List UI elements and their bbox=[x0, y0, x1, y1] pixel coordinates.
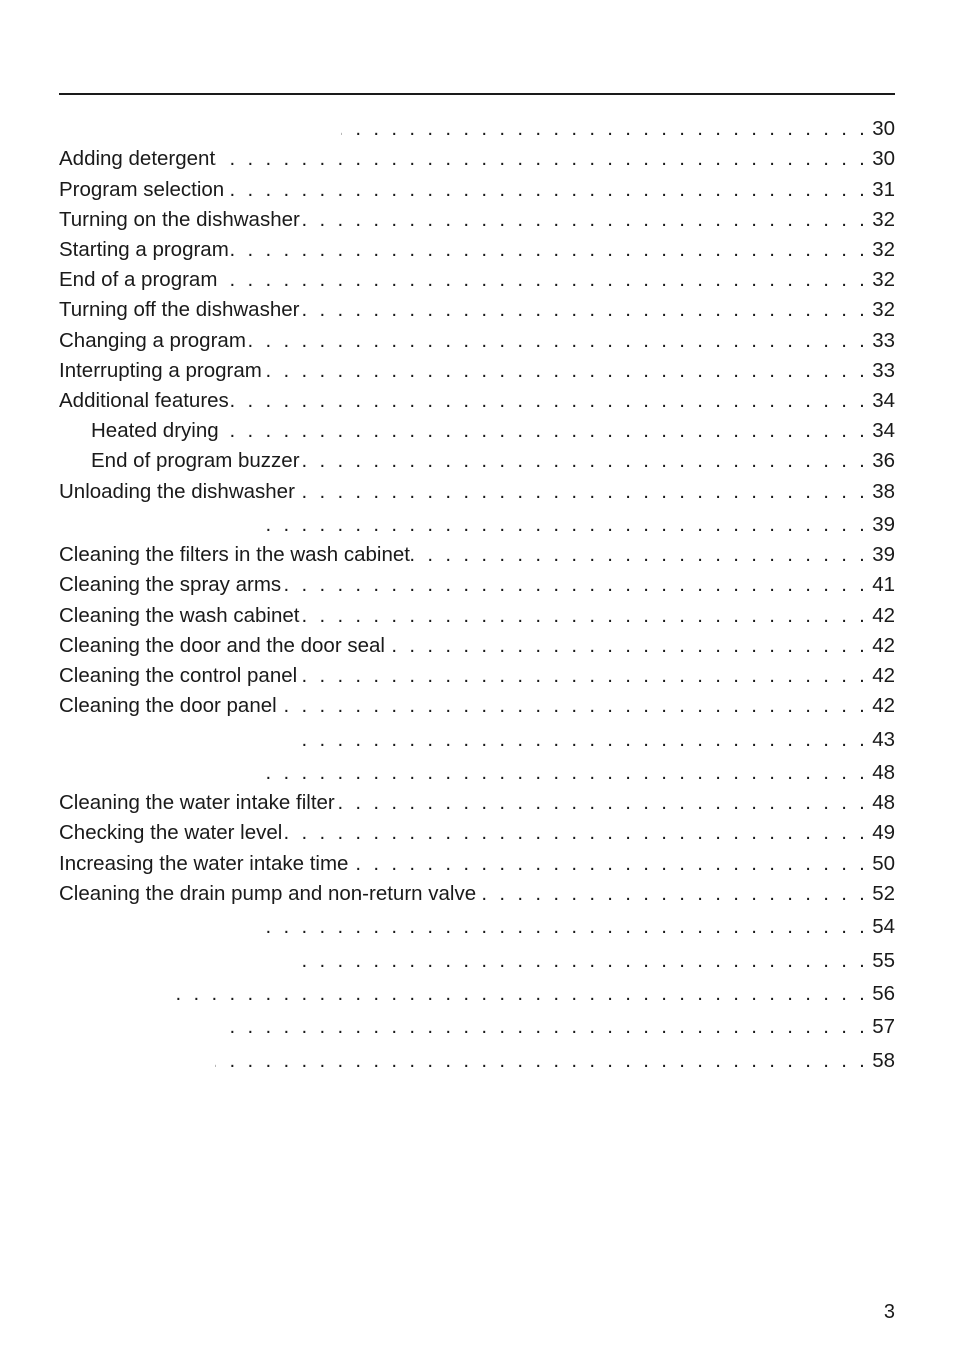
toc-entry-label: End of a program bbox=[59, 268, 218, 291]
toc-entry-label: Cleaning the wash cabinet bbox=[59, 604, 300, 627]
toc-dot-leader bbox=[229, 386, 868, 416]
toc-entry[interactable] bbox=[59, 416, 895, 446]
toc-entry-label: Cleaning the drain pump and non-return valve bbox=[59, 882, 477, 905]
toc-entry-page: 32 bbox=[872, 208, 895, 231]
toc-entry[interactable] bbox=[59, 540, 895, 570]
toc-entry-page: 38 bbox=[872, 480, 895, 503]
toc-entry-page: 56 bbox=[872, 982, 895, 1005]
toc-dot-leader bbox=[385, 631, 868, 661]
toc-entry-label: Starting a program bbox=[59, 238, 229, 261]
toc-entry-page: 32 bbox=[872, 298, 895, 321]
toc-dot-leader bbox=[476, 879, 868, 909]
toc-dot-leader bbox=[215, 1046, 868, 1076]
toc-entry[interactable] bbox=[59, 912, 895, 942]
toc-dot-leader bbox=[348, 849, 868, 879]
toc-dot-leader bbox=[297, 661, 868, 691]
toc-entry-label: Unloading the dishwasher bbox=[59, 480, 295, 503]
toc-dot-leader bbox=[301, 725, 868, 755]
toc-entry[interactable] bbox=[59, 818, 895, 848]
toc-entry-page: 30 bbox=[872, 117, 895, 140]
header-rule bbox=[59, 93, 895, 95]
toc-entry-page: 52 bbox=[872, 882, 895, 905]
toc-entry-page: 36 bbox=[872, 449, 895, 472]
toc-entry-page: 48 bbox=[872, 761, 895, 784]
toc-entry-page: 43 bbox=[872, 728, 895, 751]
toc-entry[interactable] bbox=[59, 849, 895, 879]
toc-dot-leader bbox=[299, 601, 868, 631]
toc-dot-leader bbox=[177, 979, 868, 1009]
toc-entry[interactable] bbox=[59, 235, 895, 265]
toc-entry[interactable] bbox=[59, 601, 895, 631]
toc-dot-leader bbox=[281, 570, 868, 600]
toc-entry-page: 48 bbox=[872, 791, 895, 814]
toc-entry-page: 31 bbox=[872, 178, 895, 201]
toc-dot-leader bbox=[217, 265, 868, 295]
toc-entry[interactable] bbox=[59, 661, 895, 691]
toc-entry[interactable] bbox=[59, 477, 895, 507]
toc-entry-page: 41 bbox=[872, 573, 895, 596]
toc-entry[interactable] bbox=[59, 1012, 895, 1042]
toc-entry-label: Turning off the dishwasher bbox=[59, 298, 300, 321]
toc-entry[interactable] bbox=[59, 788, 895, 818]
toc-entry[interactable] bbox=[59, 386, 895, 416]
toc-entry[interactable] bbox=[59, 691, 895, 721]
toc-dot-leader bbox=[246, 326, 868, 356]
toc-entry[interactable] bbox=[59, 295, 895, 325]
toc-entry-page: 33 bbox=[872, 359, 895, 382]
toc-entry[interactable] bbox=[59, 175, 895, 205]
toc-entry-label: Adding detergent bbox=[59, 147, 216, 170]
toc-dot-leader bbox=[289, 946, 868, 976]
toc-entry-label: Changing a program bbox=[59, 329, 246, 352]
toc-dot-leader bbox=[265, 510, 868, 540]
toc-dot-leader bbox=[335, 788, 868, 818]
toc-entry-page: 33 bbox=[872, 329, 895, 352]
toc-entry[interactable] bbox=[59, 631, 895, 661]
toc-entry-page: 42 bbox=[872, 664, 895, 687]
toc-entry[interactable] bbox=[59, 114, 895, 144]
toc-entry-page: 42 bbox=[872, 634, 895, 657]
toc-entry-page: 39 bbox=[872, 513, 895, 536]
toc-dot-leader bbox=[229, 235, 868, 265]
toc-entry-page: 54 bbox=[872, 915, 895, 938]
toc-entry-page: 57 bbox=[872, 1015, 895, 1038]
toc-entry-label: Cleaning the door panel bbox=[59, 694, 277, 717]
toc-entry-label: Increasing the water intake time bbox=[59, 852, 349, 875]
toc-entry-label: Program selection bbox=[59, 178, 225, 201]
toc-entry-label: Checking the water level bbox=[59, 821, 283, 844]
toc-dot-leader bbox=[410, 540, 868, 570]
toc-entry[interactable] bbox=[59, 879, 895, 909]
toc-dot-leader bbox=[215, 144, 868, 174]
toc-dot-leader bbox=[262, 356, 868, 386]
toc-entry-label: Interrupting a program bbox=[59, 359, 262, 382]
toc-dot-leader bbox=[265, 912, 868, 942]
toc-dot-leader bbox=[295, 477, 868, 507]
toc-dot-leader bbox=[282, 818, 868, 848]
toc-entry-label: Cleaning the door and the door seal bbox=[59, 634, 385, 657]
toc-entry-label: Cleaning the spray arms bbox=[59, 573, 282, 596]
toc-entry[interactable] bbox=[59, 205, 895, 235]
toc-entry-page: 42 bbox=[872, 694, 895, 717]
toc-dot-leader bbox=[219, 416, 869, 446]
toc-dot-leader bbox=[341, 114, 868, 144]
toc-entry-page: 34 bbox=[872, 419, 895, 442]
toc-entry[interactable] bbox=[59, 446, 895, 476]
toc-entry-label: End of program buzzer bbox=[91, 449, 300, 472]
toc-entry-page: 49 bbox=[872, 821, 895, 844]
toc-entry[interactable] bbox=[59, 265, 895, 295]
toc-entry[interactable] bbox=[59, 356, 895, 386]
toc-dot-leader bbox=[299, 295, 868, 325]
toc-entry[interactable] bbox=[59, 144, 895, 174]
toc-entry[interactable] bbox=[59, 946, 895, 976]
toc-entry-page: 30 bbox=[872, 147, 895, 170]
toc-dot-leader bbox=[224, 175, 868, 205]
toc-dot-leader bbox=[253, 758, 868, 788]
toc-entry-page: 58 bbox=[872, 1049, 895, 1072]
toc-entry-label: Cleaning the control panel bbox=[59, 664, 298, 687]
toc-dot-leader bbox=[300, 205, 868, 235]
toc-entry-label: Heated drying bbox=[91, 419, 219, 442]
toc-entry[interactable] bbox=[59, 326, 895, 356]
toc-entry-page: 50 bbox=[872, 852, 895, 875]
toc-entry-page: 55 bbox=[872, 949, 895, 972]
toc-entry-page: 32 bbox=[872, 238, 895, 261]
toc-entry-page: 32 bbox=[872, 268, 895, 291]
toc-dot-leader bbox=[277, 691, 868, 721]
page-number: 3 bbox=[883, 1301, 895, 1323]
toc-entry-label: Turning on the dishwasher bbox=[59, 208, 300, 231]
toc-entry-label: Cleaning the filters in the wash cabinet bbox=[59, 543, 410, 566]
toc-entry-label: Cleaning the water intake filter bbox=[59, 791, 335, 814]
toc-entry[interactable] bbox=[59, 510, 895, 540]
toc-entry-page: 34 bbox=[872, 389, 895, 412]
toc-entry[interactable] bbox=[59, 979, 895, 1009]
toc-entry-label: Additional features bbox=[59, 389, 229, 412]
toc-entry[interactable] bbox=[59, 758, 895, 788]
toc-entry[interactable] bbox=[59, 725, 895, 755]
toc-entry[interactable] bbox=[59, 570, 895, 600]
toc-entry-page: 39 bbox=[872, 543, 895, 566]
toc-entry-page: 42 bbox=[872, 604, 895, 627]
toc-dot-leader bbox=[300, 446, 869, 476]
toc-dot-leader bbox=[229, 1012, 868, 1042]
toc-entry[interactable] bbox=[59, 1046, 895, 1076]
